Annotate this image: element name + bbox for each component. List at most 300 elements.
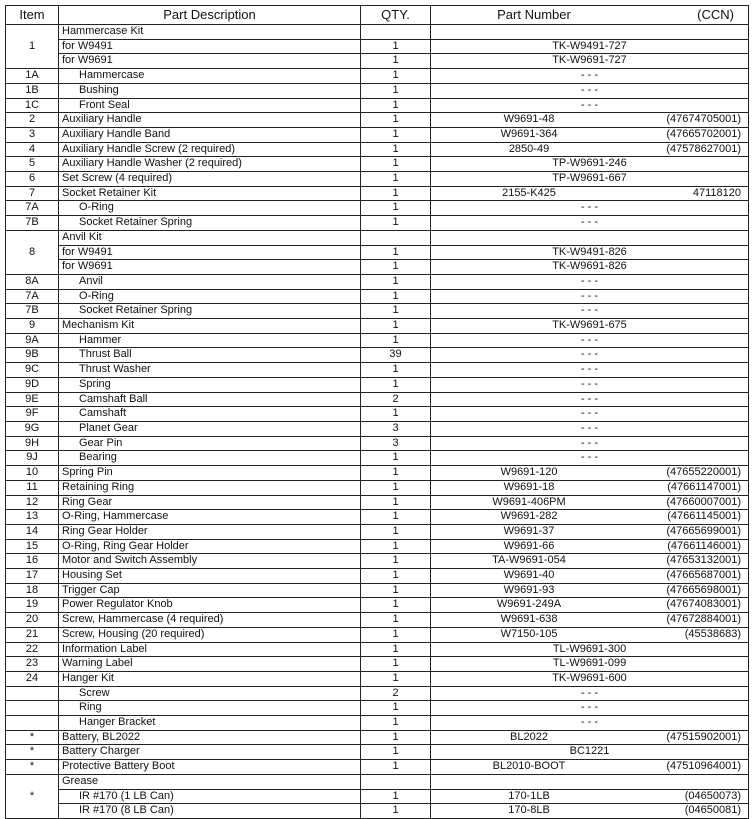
part-number-cell	[431, 304, 749, 319]
description-cell: Screw	[59, 686, 361, 701]
part-number: 170-1LB	[508, 789, 550, 802]
qty-cell: 1	[361, 745, 431, 760]
part-number-cell	[431, 701, 749, 716]
part-number: TK-W9691-826	[552, 260, 627, 273]
part-number: - - -	[580, 377, 599, 390]
table-row	[6, 730, 749, 745]
item-cell: 7B	[6, 304, 59, 319]
table-row	[6, 745, 749, 760]
ccn-number: (47661146001)	[667, 539, 741, 552]
item-cell: 9C	[6, 363, 59, 378]
qty-cell: 1	[361, 510, 431, 525]
part-number: BC1221	[569, 745, 610, 758]
part-number: TP-W9691-246	[552, 157, 627, 170]
table-body	[6, 25, 749, 819]
part-number: 2155-K425	[502, 186, 556, 199]
table-row	[6, 274, 749, 289]
description-cell: Housing Set	[59, 569, 361, 584]
part-number-cell	[431, 377, 749, 392]
qty-cell: 1	[361, 466, 431, 481]
table-row	[6, 333, 749, 348]
item-cell: *	[6, 745, 59, 760]
part-number: W9691-18	[503, 480, 555, 493]
part-number-wrap	[434, 496, 745, 510]
item-cell: 9J	[6, 451, 59, 466]
ccn-number: (47674705001)	[666, 113, 741, 126]
part-number: - - -	[580, 289, 599, 302]
part-number: - - -	[580, 436, 599, 449]
description-cell: Battery Charger	[59, 745, 361, 760]
description-cell: Socket Retainer Spring	[59, 216, 361, 231]
qty-cell: 1	[361, 524, 431, 539]
qty-cell: 1	[361, 789, 431, 804]
description-cell: Spring	[59, 377, 361, 392]
ccn-number: (47672884001)	[666, 613, 741, 626]
ccn-number: (47665687001)	[666, 569, 741, 582]
item-cell: 1B	[6, 83, 59, 98]
item-cell: 4	[6, 142, 59, 157]
part-number: TP-W9691-667	[552, 172, 627, 185]
table-row	[6, 421, 749, 436]
part-number-wrap	[434, 554, 745, 568]
description-cell: Hanger Kit	[59, 671, 361, 686]
table-row	[6, 54, 749, 69]
item-cell: *	[6, 774, 59, 818]
part-number-wrap	[434, 628, 745, 642]
table-header-row	[6, 6, 749, 25]
ccn-number: (47510964001)	[666, 760, 741, 773]
part-number: TK-W9491-826	[552, 245, 627, 258]
table-row	[6, 569, 749, 584]
qty-cell: 1	[361, 451, 431, 466]
qty-cell: 1	[361, 304, 431, 319]
description-cell: IR #170 (1 LB Can)	[59, 789, 361, 804]
table-row	[6, 524, 749, 539]
qty-cell: 1	[361, 554, 431, 569]
qty-cell: 39	[361, 348, 431, 363]
qty-cell: 1	[361, 157, 431, 172]
ccn-number: (47515902001)	[666, 730, 741, 743]
part-number-cell	[431, 524, 749, 539]
table-row	[6, 245, 749, 260]
part-number-cell	[431, 657, 749, 672]
table-row	[6, 39, 749, 54]
part-number: - - -	[580, 69, 599, 82]
qty-cell: 1	[361, 201, 431, 216]
part-number: - - -	[580, 333, 599, 346]
description-cell: Trigger Cap	[59, 583, 361, 598]
part-number: BL2010-BOOT	[492, 760, 566, 773]
part-number: - - -	[580, 716, 599, 729]
item-cell: 9H	[6, 436, 59, 451]
description-cell: Information Label	[59, 642, 361, 657]
ccn-number: (47674083001)	[666, 598, 741, 611]
part-number: W9691-93	[503, 583, 555, 596]
item-cell: 7A	[6, 201, 59, 216]
header-part-number-label: Part Number	[497, 7, 571, 22]
part-number-cell	[431, 407, 749, 422]
part-number-cell	[431, 716, 749, 731]
table-row	[6, 642, 749, 657]
part-number: TK-W9691-727	[552, 54, 627, 67]
qty-cell: 1	[361, 274, 431, 289]
part-number-cell	[431, 613, 749, 628]
part-number: 2850-49	[508, 142, 550, 155]
description-cell: Anvil Kit	[59, 230, 361, 245]
part-number-cell	[431, 642, 749, 657]
description-cell: for W9691	[59, 260, 361, 275]
item-cell: 19	[6, 598, 59, 613]
part-number: - - -	[580, 274, 599, 287]
item-cell: 17	[6, 569, 59, 584]
table-row	[6, 319, 749, 334]
qty-cell: 1	[361, 716, 431, 731]
part-number-wrap	[434, 598, 745, 612]
description-cell: Auxiliary Handle Screw (2 required)	[59, 142, 361, 157]
table-row	[6, 671, 749, 686]
qty-cell: 1	[361, 54, 431, 69]
description-cell: Anvil	[59, 274, 361, 289]
description-cell: Hammercase	[59, 69, 361, 84]
part-number: W9691-364	[500, 127, 558, 140]
part-number-wrap	[434, 466, 745, 480]
item-cell: *	[6, 760, 59, 775]
qty-cell: 1	[361, 319, 431, 334]
ccn-number: (45538683)	[684, 627, 741, 640]
part-number-cell	[431, 186, 749, 201]
qty-cell: 1	[361, 260, 431, 275]
part-number-wrap	[434, 128, 745, 142]
description-cell: Camshaft Ball	[59, 392, 361, 407]
description-cell: for W9691	[59, 54, 361, 69]
ccn-number: (47578627001)	[666, 142, 741, 155]
description-cell: Hanger Bracket	[59, 716, 361, 731]
part-number-cell	[431, 39, 749, 54]
item-cell	[6, 716, 59, 731]
item-cell: 9B	[6, 348, 59, 363]
part-number-wrap	[434, 540, 745, 554]
part-number-cell	[431, 289, 749, 304]
item-cell: 1C	[6, 98, 59, 113]
qty-cell: 1	[361, 172, 431, 187]
part-number-cell	[431, 510, 749, 525]
part-number: - - -	[580, 451, 599, 464]
qty-cell	[361, 25, 431, 40]
part-number: - - -	[580, 348, 599, 361]
table-row	[6, 627, 749, 642]
table-row	[6, 657, 749, 672]
part-number-cell	[431, 466, 749, 481]
part-number: TL-W9691-300	[552, 642, 627, 655]
qty-cell: 1	[361, 98, 431, 113]
part-number: TA-W9691-054	[492, 554, 566, 567]
table-row	[6, 172, 749, 187]
part-number: - - -	[580, 686, 599, 699]
description-cell: for W9491	[59, 39, 361, 54]
part-number-cell	[431, 333, 749, 348]
table-row	[6, 113, 749, 128]
part-number-cell	[431, 83, 749, 98]
table-row	[6, 436, 749, 451]
qty-cell: 1	[361, 186, 431, 201]
part-number: TK-W9491-727	[552, 39, 627, 52]
part-number: - - -	[580, 421, 599, 434]
part-number-wrap	[434, 804, 745, 818]
part-number: W9691-48	[503, 113, 555, 126]
header-item: Item	[6, 6, 59, 25]
table-row	[6, 789, 749, 804]
item-cell: 1A	[6, 69, 59, 84]
item-cell: 9E	[6, 392, 59, 407]
part-number-cell	[431, 436, 749, 451]
description-cell: Warning Label	[59, 657, 361, 672]
table-row	[6, 127, 749, 142]
table-row	[6, 495, 749, 510]
part-number: 170-8LB	[508, 804, 550, 817]
part-number-cell	[431, 730, 749, 745]
qty-cell: 1	[361, 289, 431, 304]
part-number-cell	[431, 98, 749, 113]
qty-cell: 1	[361, 627, 431, 642]
item-cell: 12	[6, 495, 59, 510]
part-number-wrap	[434, 113, 745, 127]
part-number: BL2022	[510, 730, 548, 743]
ccn-number: (47660007001)	[666, 495, 741, 508]
part-number-cell	[431, 274, 749, 289]
description-cell: Gear Pin	[59, 436, 361, 451]
ccn-number: (47661145001)	[667, 510, 741, 523]
description-cell: Camshaft	[59, 407, 361, 422]
ccn-number: 47118120	[692, 186, 741, 199]
description-cell: Ring Gear Holder	[59, 524, 361, 539]
item-cell: 9G	[6, 421, 59, 436]
table-row	[6, 451, 749, 466]
part-number-cell	[431, 245, 749, 260]
part-number-cell	[431, 363, 749, 378]
table-row	[6, 25, 749, 40]
ccn-number: (47661147001)	[667, 480, 741, 493]
item-cell: 3	[6, 127, 59, 142]
part-number-cell	[431, 113, 749, 128]
description-cell: Thrust Ball	[59, 348, 361, 363]
part-number-cell	[431, 142, 749, 157]
qty-cell: 1	[361, 83, 431, 98]
table-row	[6, 774, 749, 789]
part-number-cell	[431, 569, 749, 584]
description-cell: Auxiliary Handle Washer (2 required)	[59, 157, 361, 172]
part-number-cell	[431, 583, 749, 598]
description-cell: Socket Retainer Kit	[59, 186, 361, 201]
item-cell: 20	[6, 613, 59, 628]
item-cell: 7B	[6, 216, 59, 231]
item-cell: 10	[6, 466, 59, 481]
item-cell: 9A	[6, 333, 59, 348]
item-cell: 24	[6, 671, 59, 686]
table-row	[6, 701, 749, 716]
description-cell: Protective Battery Boot	[59, 760, 361, 775]
qty-cell: 1	[361, 495, 431, 510]
part-number-cell	[431, 451, 749, 466]
table-row	[6, 377, 749, 392]
part-number-cell	[431, 598, 749, 613]
item-cell: 18	[6, 583, 59, 598]
table-row	[6, 407, 749, 422]
item-cell: 22	[6, 642, 59, 657]
part-number: W9691-249A	[496, 598, 562, 611]
part-number-wrap	[434, 731, 745, 745]
qty-cell: 1	[361, 480, 431, 495]
header-qty: QTY.	[361, 6, 431, 25]
item-cell: 21	[6, 627, 59, 642]
part-number-cell	[431, 172, 749, 187]
parts-list-table	[5, 5, 749, 819]
description-cell: Auxiliary Handle Band	[59, 127, 361, 142]
description-cell: Set Screw (4 required)	[59, 172, 361, 187]
table-row	[6, 83, 749, 98]
qty-cell: 1	[361, 407, 431, 422]
part-number: TL-W9691-099	[552, 657, 627, 670]
header-description: Part Description	[59, 6, 361, 25]
qty-cell: 1	[361, 657, 431, 672]
part-number: W7150-105	[500, 627, 558, 640]
part-number-cell	[431, 230, 749, 245]
description-cell: Ring	[59, 701, 361, 716]
item-cell: 14	[6, 524, 59, 539]
part-number-wrap	[434, 569, 745, 583]
qty-cell: 2	[361, 686, 431, 701]
table-row	[6, 392, 749, 407]
item-cell: 9	[6, 319, 59, 334]
part-number: - - -	[580, 407, 599, 420]
part-number-cell	[431, 686, 749, 701]
description-cell: Hammercase Kit	[59, 25, 361, 40]
part-number-wrap	[434, 790, 745, 804]
part-number-cell	[431, 319, 749, 334]
qty-cell: 1	[361, 113, 431, 128]
description-cell: Retaining Ring	[59, 480, 361, 495]
item-cell: 6	[6, 172, 59, 187]
description-cell: Grease	[59, 774, 361, 789]
item-cell: 7	[6, 186, 59, 201]
description-cell: Motor and Switch Assembly	[59, 554, 361, 569]
part-number-cell	[431, 25, 749, 40]
table-row	[6, 201, 749, 216]
part-number-cell	[431, 421, 749, 436]
part-number: - - -	[580, 201, 599, 214]
description-cell: Screw, Hammercase (4 required)	[59, 613, 361, 628]
part-number-cell	[431, 539, 749, 554]
ccn-number: (47665699001)	[666, 524, 741, 537]
ccn-number: (04650073)	[684, 789, 741, 802]
table-row	[6, 554, 749, 569]
table-row	[6, 363, 749, 378]
table-row	[6, 510, 749, 525]
description-cell: Screw, Housing (20 required)	[59, 627, 361, 642]
part-number-cell	[431, 69, 749, 84]
table-row	[6, 186, 749, 201]
part-number-cell	[431, 201, 749, 216]
item-cell: 8	[6, 230, 59, 274]
header-ccn-label: (CCN)	[697, 7, 734, 22]
part-number: W9691-638	[500, 613, 558, 626]
part-number-cell	[431, 789, 749, 804]
part-number: - - -	[580, 98, 599, 111]
part-number: TK-W9691-675	[552, 319, 627, 332]
table-row	[6, 583, 749, 598]
item-cell: 9F	[6, 407, 59, 422]
qty-cell: 1	[361, 363, 431, 378]
qty-cell	[361, 774, 431, 789]
description-cell: Power Regulator Knob	[59, 598, 361, 613]
description-cell: IR #170 (8 LB Can)	[59, 804, 361, 819]
item-cell: 16	[6, 554, 59, 569]
qty-cell: 1	[361, 613, 431, 628]
qty-cell: 3	[361, 421, 431, 436]
part-number-cell	[431, 627, 749, 642]
part-number: - - -	[580, 304, 599, 317]
part-number-cell	[431, 392, 749, 407]
item-cell: 7A	[6, 289, 59, 304]
part-number: - - -	[580, 392, 599, 405]
part-number: W9691-37	[503, 524, 555, 537]
part-number: W9691-406PM	[492, 495, 566, 508]
part-number-cell	[431, 157, 749, 172]
part-number-cell	[431, 495, 749, 510]
qty-cell: 1	[361, 69, 431, 84]
part-number-wrap	[434, 510, 745, 524]
part-number-cell	[431, 348, 749, 363]
description-cell: for W9491	[59, 245, 361, 260]
part-number-cell	[431, 480, 749, 495]
part-number-cell	[431, 260, 749, 275]
qty-cell: 1	[361, 569, 431, 584]
part-number-wrap	[434, 760, 745, 774]
item-cell	[6, 686, 59, 701]
item-cell: 1	[6, 25, 59, 69]
description-cell: O-Ring	[59, 201, 361, 216]
part-number: - - -	[580, 83, 599, 96]
qty-cell: 1	[361, 730, 431, 745]
description-cell: Bushing	[59, 83, 361, 98]
qty-cell	[361, 230, 431, 245]
table-row	[6, 598, 749, 613]
item-cell: 5	[6, 157, 59, 172]
qty-cell: 1	[361, 804, 431, 819]
description-cell: Hammer	[59, 333, 361, 348]
qty-cell: 1	[361, 642, 431, 657]
table-row	[6, 260, 749, 275]
qty-cell: 1	[361, 245, 431, 260]
table-row	[6, 348, 749, 363]
ccn-number: (47665698001)	[666, 583, 741, 596]
item-cell: 9D	[6, 377, 59, 392]
table-row	[6, 216, 749, 231]
ccn-number: (04650081)	[684, 804, 741, 817]
ccn-number: (47665702001)	[666, 127, 741, 140]
part-number: W9691-120	[500, 466, 558, 479]
qty-cell: 1	[361, 333, 431, 348]
table-row	[6, 686, 749, 701]
description-cell: Bearing	[59, 451, 361, 466]
part-number: - - -	[580, 363, 599, 376]
description-cell: Ring Gear	[59, 495, 361, 510]
part-number: - - -	[580, 216, 599, 229]
table-row	[6, 466, 749, 481]
description-cell: O-Ring, Hammercase	[59, 510, 361, 525]
part-number-wrap	[434, 187, 745, 201]
item-cell: 15	[6, 539, 59, 554]
qty-cell: 1	[361, 216, 431, 231]
